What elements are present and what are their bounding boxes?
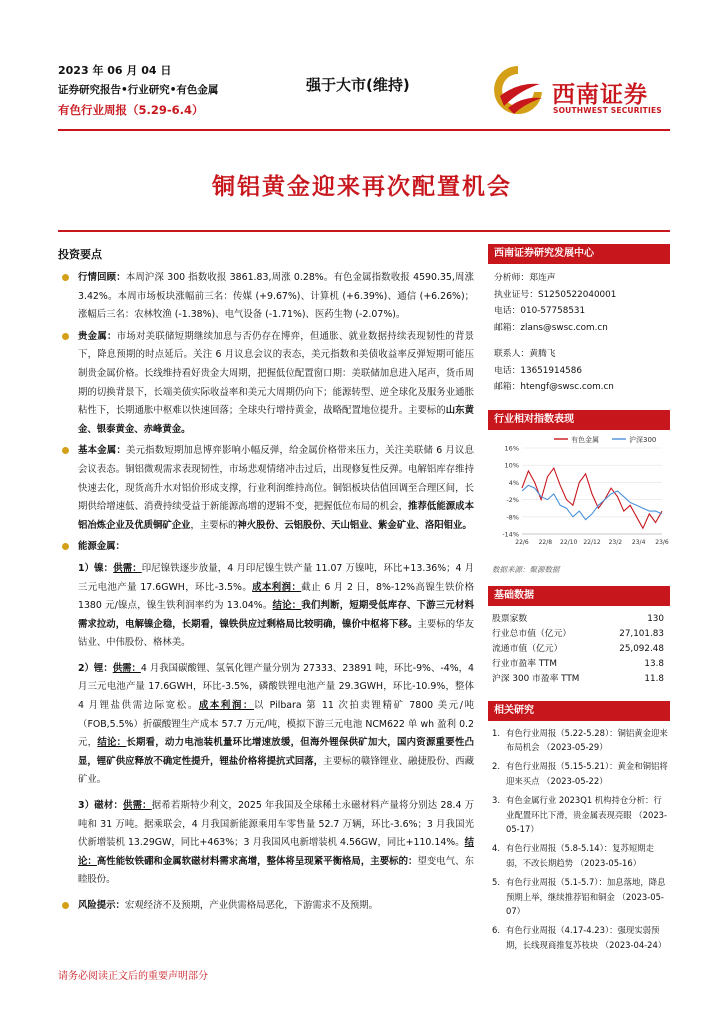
sidebar bbox=[488, 244, 670, 957]
related-item[interactable] bbox=[492, 793, 668, 836]
stat-row bbox=[492, 612, 664, 627]
y-tick-label: 16% bbox=[504, 444, 519, 452]
related-item-number: 4. bbox=[492, 843, 500, 854]
series-line bbox=[522, 485, 662, 519]
report-title: 铜铝黄金迎来再次配置机会 bbox=[212, 174, 512, 200]
logo-emblem-icon bbox=[490, 62, 546, 120]
related-item-number: 6. bbox=[492, 925, 500, 936]
stat-value: 13.8 bbox=[644, 658, 664, 669]
y-tick-label: -8% bbox=[506, 512, 519, 521]
energy-metals bbox=[58, 538, 474, 557]
stat-label: 流通市值（亿元） bbox=[492, 643, 563, 654]
nickel-supply-text: 印尼镍铁逐步放量，4 月印尼镍生铁产量 11.07 万镍吨，环比+13.36%；4 月三元电池产量 17.6GWH，环比-3.5%。 bbox=[78, 562, 474, 593]
related-item[interactable] bbox=[492, 841, 668, 870]
base-metals-head: 基本金属： bbox=[78, 445, 126, 457]
lithium-supply-label: 供需： bbox=[112, 662, 141, 674]
relative-index-chart bbox=[488, 430, 670, 562]
nickel-head: 1）镍： bbox=[78, 562, 114, 574]
header-divider bbox=[58, 129, 670, 131]
contact-email[interactable]: 邮箱：htengf@swsc.com.cn bbox=[494, 382, 614, 392]
lithium-supply-text: 4 月我国碳酸锂、氢氧化锂产量分别为 27333、23891 吨，环比-9%、-4%，4 月三元电池产量 17.6GWH，环比-3.5%，磷酸铁锂电池产量 29.3GWH，环比-10.9%，整体 4 月锂盐供需边际宽松。 bbox=[78, 662, 474, 712]
related-item-text: 有色行业周报（5.1-5.7）：加息落地，降息预期上举，继续推荐铝和铜金 （2023-05-07） bbox=[506, 877, 666, 916]
y-tick-label: -2% bbox=[506, 495, 519, 504]
bullet-icon bbox=[62, 902, 69, 909]
stat-label: 股票家数 bbox=[492, 613, 528, 624]
nickel-supply-label: 供需： bbox=[113, 562, 142, 574]
x-tick-label: 23/2 bbox=[608, 538, 623, 546]
stat-value: 25,092.48 bbox=[619, 643, 664, 654]
precious-metals-text: 市场对美联储短期继续加息与否仍存在博弈，但通胀、就业数据持续表现韧性的背景下，降息预期的时点延后。关注 6 月议息会议的表态，美元指数和美债收益率反弹短期可能压制贵金属价格。长线维持看好贵金大周期，把握低位配置窗口期：美联储加息进入尾声，货币周期的切换背景下，长端美债实际收益率和美元大周期仍向下；能源转型、逆全球化及服务业通胀粘性下，长期通胀中枢难以快速回落；全球央行增持黄金，战略配置地位提升。主要标的 bbox=[78, 330, 474, 417]
magnetic-supply-text: 据希若斯特少利文，2025 年我国及全球稀土永磁材料产量将分别达 28.4 万吨和 31 万吨。据乘联会，4 月我国新能源乘用车零售量 52.7 万辆，环比-3.6%；3 月我国光伏新增装机 13.29GW，同比+463%；3 月我国风电新增装机 4.56GW，同比+110.14%。 bbox=[78, 800, 474, 849]
stat-row bbox=[492, 627, 664, 642]
analyst-email[interactable]: 邮箱：zlans@swsc.com.cn bbox=[494, 322, 608, 333]
related-item[interactable] bbox=[492, 726, 668, 755]
analyst-name: 分析师：郑连声 bbox=[494, 273, 556, 283]
magnetic-head: 3）磁材： bbox=[78, 800, 124, 812]
lithium-head: 2）锂： bbox=[78, 662, 113, 674]
stat-label: 沪深 300 市盈率 TTM bbox=[492, 673, 580, 684]
risk-head: 风险提示： bbox=[78, 900, 125, 911]
footer-disclaimer: 请务必阅读正文后的重要声明部分 bbox=[58, 971, 208, 982]
bullet-icon bbox=[62, 333, 69, 340]
dev-center-title: 西南证券研究发展中心 bbox=[488, 244, 670, 264]
x-tick-label: 22/10 bbox=[560, 538, 578, 546]
y-tick-label: 4% bbox=[508, 478, 519, 487]
related-item-text: 有色行业周报（5.8-5.14）：复苏短期走弱，不改长期趋势 （2023-05-16） bbox=[506, 843, 655, 868]
nickel-conclusion: 我们判断，短期受低库存、下游三元材料需求拉动，电解镍企稳，长期看，镍铁供应过剩格局比较明确，镍价中枢将下移。 bbox=[78, 600, 474, 630]
y-tick-label: 10% bbox=[504, 461, 519, 470]
analyst-info bbox=[488, 264, 670, 396]
y-tick-label: -14% bbox=[502, 530, 519, 538]
legend-label: 有色金属 bbox=[571, 435, 599, 444]
magnetic-conclusion-label: 结论： bbox=[78, 837, 474, 867]
section-title: 投资要点 bbox=[58, 248, 102, 261]
analyst-cert: 执业证号：S1250522040001 bbox=[494, 289, 617, 300]
stat-row bbox=[492, 642, 664, 657]
bullet-icon bbox=[62, 543, 69, 550]
stat-value: 27,101.83 bbox=[619, 628, 664, 639]
magnetic-supply-label: 供需： bbox=[123, 800, 152, 812]
bullet-icon bbox=[62, 274, 69, 281]
stat-row bbox=[492, 672, 664, 687]
market-review bbox=[58, 269, 474, 325]
related-item[interactable] bbox=[492, 759, 668, 788]
logo-name-cn: 西南证券 bbox=[552, 81, 648, 108]
risk-warning bbox=[58, 897, 474, 916]
related-research-list bbox=[488, 721, 670, 953]
precious-metals-targets: 山东黄金、银泰黄金、赤峰黄金。 bbox=[78, 405, 474, 435]
related-research-title: 相关研究 bbox=[488, 701, 670, 721]
precious-metals bbox=[58, 328, 474, 440]
x-tick-label: 22/8 bbox=[538, 538, 553, 546]
lithium-conclusion-label: 结论： bbox=[97, 737, 127, 749]
stat-value: 11.8 bbox=[644, 673, 664, 684]
related-item[interactable] bbox=[492, 875, 668, 918]
contact-tel: 电话：13651914586 bbox=[494, 365, 582, 376]
x-tick-label: 23/6 bbox=[655, 538, 669, 546]
magnetic-materials bbox=[58, 797, 474, 890]
report-date: 2023 年 06 月 04 日 bbox=[58, 64, 172, 77]
related-item-text: 有色行业周报（4.17-4.23）：强现实弱预期，长线现商推复苏枝块 （2023-04-24） bbox=[506, 925, 667, 950]
report-type: 证券研究报告•行业研究•有色金属 bbox=[58, 84, 219, 96]
nickel bbox=[58, 560, 474, 653]
basic-data-title: 基础数据 bbox=[488, 586, 670, 606]
series-line bbox=[522, 468, 662, 528]
logo-name-en: SOUTHWEST SECURITIES bbox=[553, 106, 662, 115]
basic-data-table bbox=[488, 606, 670, 687]
market-review-head: 行情回顾： bbox=[78, 272, 126, 283]
investment-points bbox=[58, 246, 474, 919]
magnetic-targets: 望变电气、东睦股份。 bbox=[78, 855, 474, 886]
related-item-number: 3. bbox=[492, 795, 500, 806]
magnetic-conclusion: 高性能钕铁硼和金属软磁材料需求高增，整体将呈现紧平衡格局，主要标的： bbox=[96, 855, 418, 867]
chart-title: 行业相对指数表现 bbox=[488, 410, 670, 430]
related-item-text: 有色行业周报（5.22-5.28）：铜铝黄金迎来布局机会 （2023-05-29） bbox=[506, 727, 668, 752]
title-divider bbox=[58, 230, 670, 232]
base-metals-text: 美元指数短期加息博弈影响小幅反弹，给金属价格带来压力，关注美联储 6 月议息会议表态。铜铝微观需求表现韧性，市场悲观情绪冲击过后，出现修复性反弹。电解铝库存维持快速去化，现货高升水对铝价形成支撑，行业利润维持高位。铜铝板块估值回调至合理区间，长期供给增速低、消费持续受益于新能源高增的逻辑不变，把握低位布局的机会， bbox=[78, 445, 474, 513]
stat-value: 130 bbox=[647, 613, 664, 624]
nickel-targets: 主要标的华友钴业、中伟股份、格林美。 bbox=[78, 618, 474, 649]
rating: 强于大市(维持) bbox=[306, 76, 410, 94]
bullet-icon bbox=[62, 447, 69, 454]
legend-label: 沪深300 bbox=[629, 435, 657, 444]
stat-label: 行业总市值（亿元） bbox=[492, 628, 572, 639]
base-metals-targets: 神火股份、云铝股份、天山铝业、紫金矿业、洛阳钼业。 bbox=[237, 519, 472, 531]
related-item-text: 有色行业周报（5.15-5.21）：黄金和铜铝将迎来买点 （2023-05-22） bbox=[506, 761, 668, 786]
lithium bbox=[58, 660, 474, 790]
energy-metals-head: 能源金属： bbox=[78, 541, 125, 553]
contact-name: 联系人：黄腾飞 bbox=[494, 349, 556, 359]
related-item-text: 有色金属行业 2023Q1 机构持仓分析：行业配置环比下滑，贵金属表现亮眼 （2023-05-17） bbox=[506, 795, 667, 834]
stat-row bbox=[492, 657, 664, 672]
base-metals-mid: ，主要标的 bbox=[190, 519, 238, 531]
x-tick-label: 23/4 bbox=[631, 538, 646, 546]
company-logo bbox=[490, 62, 690, 124]
lithium-profit-text: 以 Pilbara 第 11 次拍卖锂精矿 7800 美元/吨（FOB,5.5%）折碳酸锂生产成本 57.7 万元/吨，模拟下游三元电池 NCM622 单 wh 盈利 0.2 元， bbox=[78, 700, 474, 749]
related-item-number: 1. bbox=[492, 727, 500, 738]
nickel-profit-text: 截止 6 月 2 日，8%-12%高镍生铁价格 1380 元/镍点，镍生铁利润率约为 13.04%。 bbox=[78, 581, 474, 612]
market-review-text: 本周沪深 300 指数收报 3861.83,周涨 0.28%。有色金属指数收报 4590.35,周涨 3.42%。本周市场板块涨幅前三名：传媒 (+9.67%)、计算机 (+6.39%)、通信 (+6.26%)；涨幅后三名：农林牧渔 (-1.38%)、电气设备 (-1.71%)、医药生物 (-2.07%)。 bbox=[78, 272, 474, 321]
nickel-conclusion-label: 结论： bbox=[272, 600, 302, 612]
risk-text: 宏观经济不及预期，产业供需格局恶化，下游需求不及预期。 bbox=[124, 900, 379, 911]
analyst-tel: 电话：010-57758531 bbox=[494, 306, 586, 316]
lithium-conclusion: 长期看，动力电池装机量环比增速放缓，但海外锂保供矿加大，国内资源重要性凸显，锂矿供应释放不确定性提升，锂盐价格将提抗式回落， bbox=[78, 737, 474, 767]
lithium-targets: 主要标的赣锋锂业、融捷股份、西藏矿业。 bbox=[78, 755, 474, 786]
stat-label: 行业市盈率 TTM bbox=[492, 658, 557, 669]
x-tick-label: 22/6 bbox=[515, 538, 529, 546]
related-item-number: 5. bbox=[492, 877, 500, 888]
precious-metals-head: 贵金属： bbox=[78, 330, 117, 342]
chart-source: 数据来源：聚源数据 bbox=[492, 564, 560, 574]
base-metals bbox=[58, 442, 474, 535]
chart-svg bbox=[488, 430, 670, 562]
x-tick-label: 22/12 bbox=[583, 538, 601, 546]
related-item-number: 2. bbox=[492, 761, 500, 772]
base-metals-recommend: 推荐低能源成本铝冶炼企业及优质铜矿企业 bbox=[78, 501, 474, 531]
report-header bbox=[58, 62, 678, 124]
related-item[interactable] bbox=[492, 923, 668, 952]
nickel-profit-label: 成本利润： bbox=[252, 581, 302, 593]
weekly-title: 有色行业周报（5.29-6.4） bbox=[58, 103, 204, 117]
lithium-profit-label: 成本利润： bbox=[198, 700, 255, 712]
